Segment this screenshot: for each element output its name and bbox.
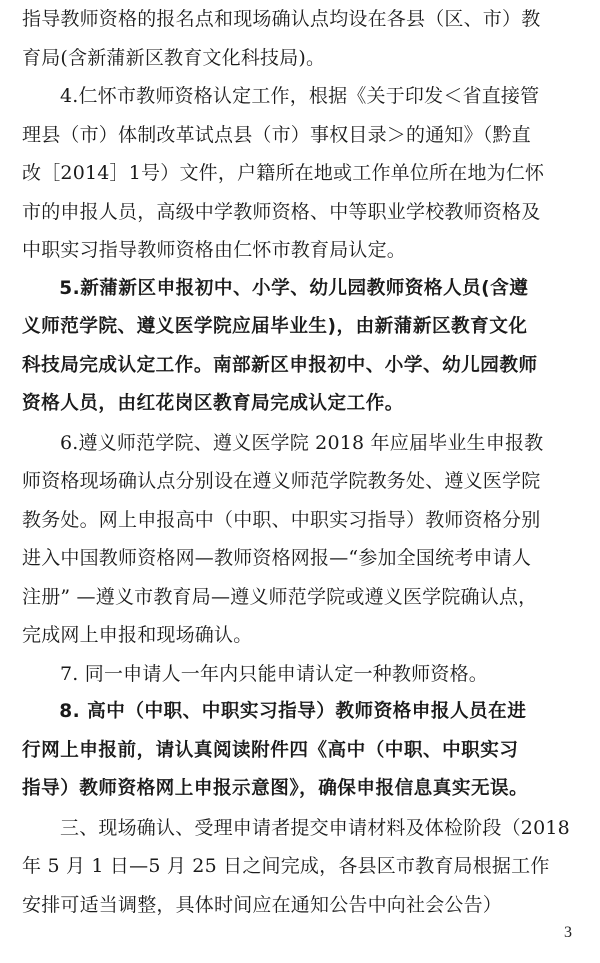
paragraph-item-6: 6.遵义师范学院、遵义医学院 2018 年应届毕业生申报教 师资格现场确认点分别设在遵义师范学院教务处、遵义医学院 教务处。网上申报高中（中职、中职实习指导）教师资格分别 进入中国教师资格网—教师资格网报—“参加全国统考申请人 注册” —遵义市教育局—遵义师范学院或遵义医学院确认点， 完成网上申报和现场确认。: [22, 431, 544, 646]
paragraph-item-4: 4.仁怀市教师资格认定工作，根据《关于印发＜省直接管 理县（市）体制改革试点县（市）事权目录＞的通知》（黔直 改［2014］1号）文件，户籍所在地或工作单位所在地为仁怀 市的申报人员，高级中学教师资格、中等职业学校教师资格及 中职实习指导教师资格由仁怀市教育局认定。: [22, 85, 545, 261]
page-number: 3: [564, 924, 572, 941]
paragraph-item-5: 5.新蒲新区申报初中、小学、幼儿园教师资格人员(含遵 义师范学院、遵义医学院应届毕业生)，由新蒲新区教育文化 科技局完成认定工作。南部新区申报初中、小学、幼儿园教师 资格人员，由红花岗区教育局完成认定工作。: [22, 277, 538, 414]
paragraph-item-8: 8. 高中（中职、中职实习指导）教师资格申报人员在进 行网上申报前，请认真阅读附件四《高中（中职、中职实习 指导）教师资格网上申报示意图》，确保申报信息真实无误。: [22, 701, 529, 799]
paragraph-item-7: 7. 同一申请人一年内只能申请认定一种教师资格。: [60, 662, 488, 685]
paragraph-continuation: 指导教师资格的报名点和现场确认点均设在各县（区、市）教 育局(含新蒲新区教育文化科技局)。: [22, 8, 541, 69]
paragraph-section-3: 三、现场确认、受理申请者提交申请材料及体检阶段（2018 年 5 月 1 日—5 月 25 日之间完成，各县区市教育局根据工作 安排可适当调整，具体时间应在通知公告中向社会公告）: [22, 816, 570, 916]
body-text: [22, 0, 578, 924]
